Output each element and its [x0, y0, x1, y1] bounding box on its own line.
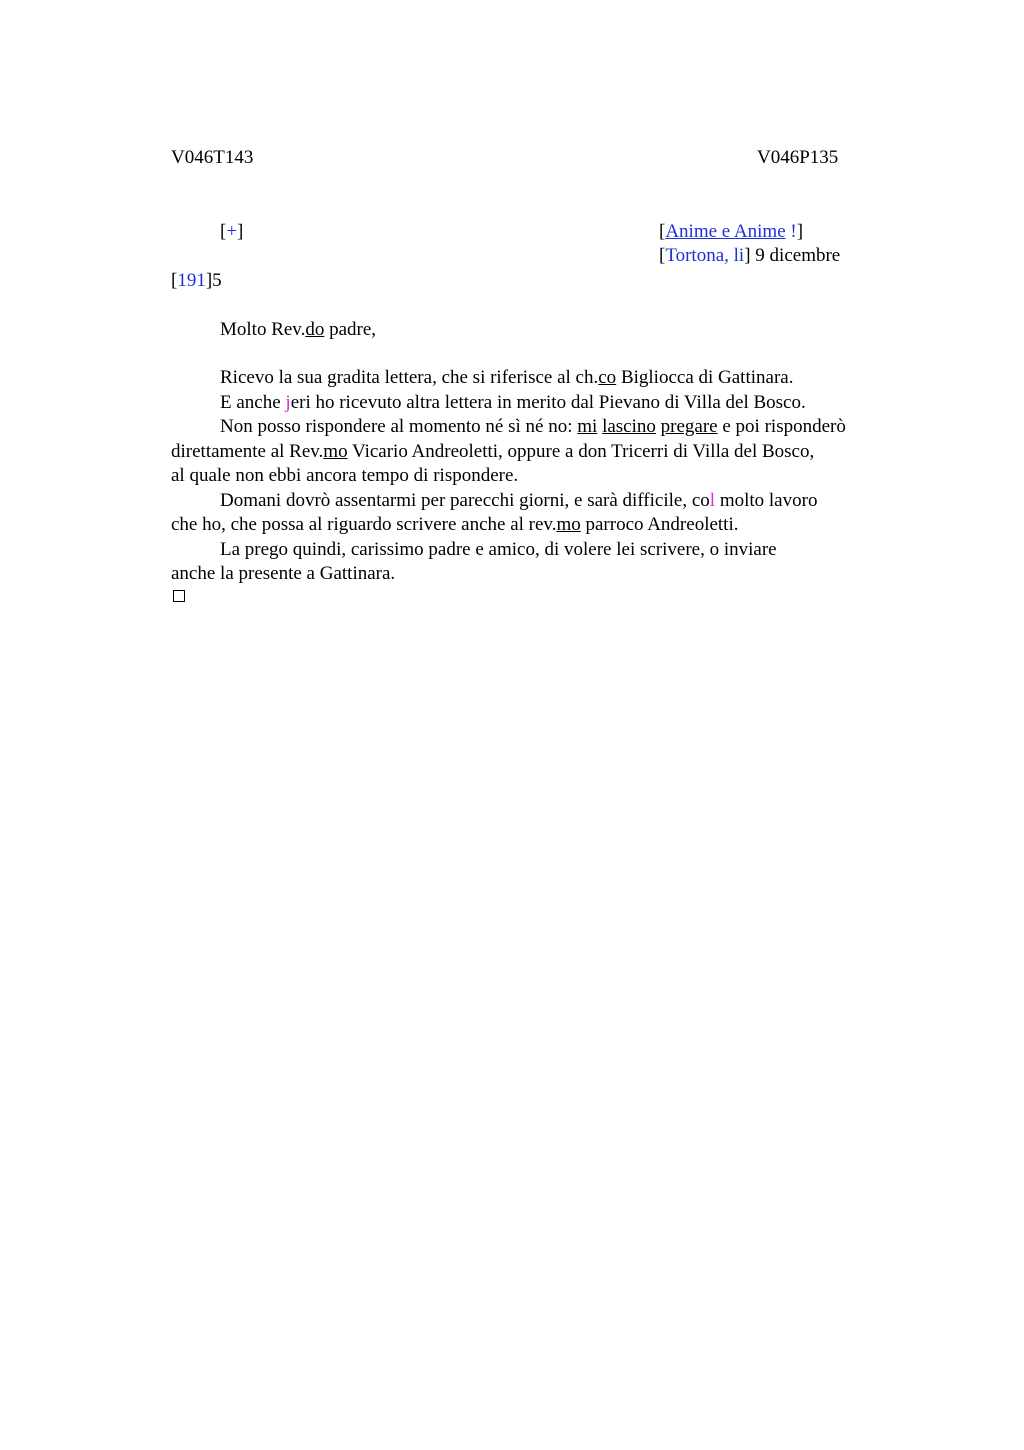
date-text: 9 dicembre	[750, 245, 841, 266]
paragraph-1	[171, 366, 911, 391]
p3-text-b: e poi risponderò	[717, 416, 846, 437]
header-right-code: V046P135	[757, 147, 839, 168]
p2-text-b: eri ho ricevuto altra lettera in merito dal Pievano di Villa del Bosco.	[290, 391, 806, 413]
paragraph-2	[171, 391, 911, 416]
paragraph-5: La prego quindi, carissimo padre e amico, di volere lei scrivere, o inviare	[220, 538, 777, 560]
letter-body	[171, 366, 911, 587]
plus-marker-link[interactable]: +	[226, 221, 238, 242]
p4-text-a: Domani dovrò assentarmi per parecchi giorni, e sarà difficile, co	[220, 489, 710, 511]
salutation-suffix: padre,	[324, 319, 377, 340]
p3-line2-a: direttamente al Rev.	[171, 440, 324, 462]
plus-marker-line: [+]	[220, 221, 244, 242]
place-date-line: [Tortona, li] 9 dicembre	[659, 245, 841, 266]
p4-abbr: mo	[556, 514, 581, 535]
paragraph-3-line-3: al quale non ebbi ancora tempo di rispondere.	[171, 465, 519, 486]
exclamation-mark: !	[790, 221, 797, 242]
p1-text-b: Bigliocca di Gattinara.	[616, 367, 794, 388]
paragraph-4	[171, 489, 911, 514]
salutation-abbr: do	[305, 319, 325, 340]
paragraph-5-line-2: anche la presente a Gattinara.	[171, 563, 396, 584]
end-of-document-box-icon	[173, 590, 185, 602]
salutation-prefix: Molto Rev.	[220, 319, 306, 340]
year-prefix: 191	[177, 270, 206, 291]
p1-text-a: Ricevo la sua gradita lettera, che si riferisce al ch.	[220, 367, 599, 388]
salutation	[220, 318, 376, 343]
p4-line2-a: che ho, che possa al riguardo scrivere anche al rev.	[171, 514, 557, 535]
p3-underline-3: pregare	[660, 416, 718, 437]
title-annotation: [Anime e Anime !]	[659, 221, 804, 242]
header-left-code: V046T143	[171, 147, 254, 168]
paragraph-4-line-2	[171, 513, 911, 538]
p4-text-b: molto lavoro	[715, 489, 818, 511]
place-name: Tortona, li	[665, 245, 745, 266]
p3-underline-2: lascino	[602, 416, 656, 437]
p1-abbr: co	[598, 367, 617, 388]
paragraph-3	[171, 415, 911, 440]
p3-line2-b: Vicario Andreoletti, oppure a don Tricerri di Villa del Bosco,	[347, 440, 815, 462]
p3-text-a: Non posso rispondere al momento né sì né no:	[220, 416, 578, 437]
title-link[interactable]: Anime e Anime	[665, 221, 786, 242]
p4-line2-b: parroco Andreoletti.	[580, 514, 739, 535]
p2-highlight: j	[285, 391, 291, 413]
p3-abbr: mo	[323, 440, 348, 462]
year-suffix: 5	[212, 270, 222, 291]
paragraph-3-line-2	[171, 440, 911, 465]
p2-text-a: E anche	[220, 391, 286, 413]
year-line: [191]5	[171, 270, 222, 291]
p4-highlight: l	[709, 489, 716, 511]
p3-underline-1: mi	[577, 416, 598, 437]
